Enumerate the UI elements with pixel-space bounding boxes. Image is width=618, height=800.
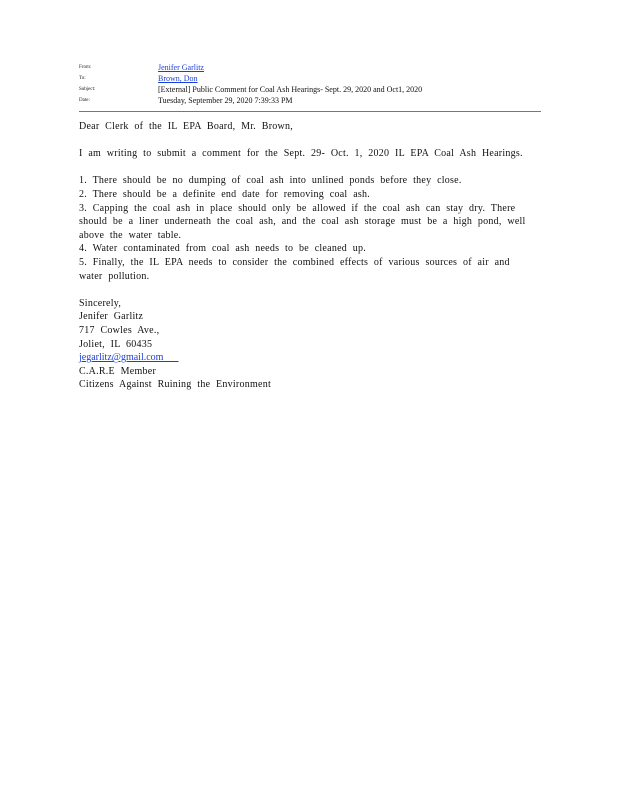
- point-line: above the water table.: [79, 229, 182, 241]
- subject-label: Subject:: [79, 87, 96, 92]
- date-row: [79, 95, 541, 106]
- recipient-link[interactable]: Brown, Don: [158, 74, 198, 83]
- point-line: 4. Water contaminated from coal ash needs to be cleaned up.: [79, 243, 367, 255]
- city-address: Joliet, IL 60435: [79, 338, 153, 350]
- subject-value: [External] Public Comment for Coal Ash Hearings- Sept. 29, 2020 and Oct1, 2020: [158, 85, 423, 94]
- point-line: water pollution.: [79, 270, 150, 282]
- email-link[interactable]: jegarlitz@gmail.com: [79, 352, 164, 364]
- point-line: 2. There should be a definite end date for removing coal ash.: [79, 188, 371, 200]
- date-label: Date:: [79, 98, 90, 103]
- signer-name: Jenifer Garlitz: [79, 311, 144, 323]
- to-label: To:: [79, 76, 86, 81]
- greeting: Dear Clerk of the IL EPA Board, Mr. Brown,: [79, 121, 294, 132]
- subject-row: [79, 84, 541, 95]
- street-address: 717 Cowles Ave.,: [79, 324, 160, 336]
- point-line: 1. There should be no dumping of coal ash into unlined ponds before they close.: [79, 175, 462, 187]
- header-divider: [79, 111, 541, 112]
- from-row: [79, 62, 541, 73]
- point-line: should be a liner underneath the coal ash, and the coal ash storage must be a high pond, well: [79, 216, 526, 228]
- intro-paragraph: I am writing to submit a comment for the Sept. 29- Oct. 1, 2020 IL EPA Coal Ash Hearings.: [79, 148, 523, 160]
- org-role: C.A.R.E Member: [79, 365, 157, 377]
- spacer: [79, 161, 539, 175]
- spacer: [79, 134, 539, 148]
- sender-link[interactable]: Jenifer Garlitz: [158, 63, 204, 72]
- to-row: [79, 73, 541, 84]
- email-body: [79, 120, 539, 392]
- date-value: Tuesday, September 29, 2020 7:39:33 PM: [158, 96, 293, 105]
- email-header: [79, 62, 541, 106]
- org-name: Citizens Against Ruining the Environment: [79, 379, 271, 391]
- point-line: 5. Finally, the IL EPA needs to consider the combined effects of various sources of air and: [79, 256, 510, 268]
- point-line: 3. Capping the coal ash in place should only be allowed if the coal ash can stay dry. There: [79, 202, 516, 214]
- closing: Sincerely,: [79, 297, 122, 309]
- spacer: [79, 283, 539, 297]
- from-label: From:: [79, 65, 92, 70]
